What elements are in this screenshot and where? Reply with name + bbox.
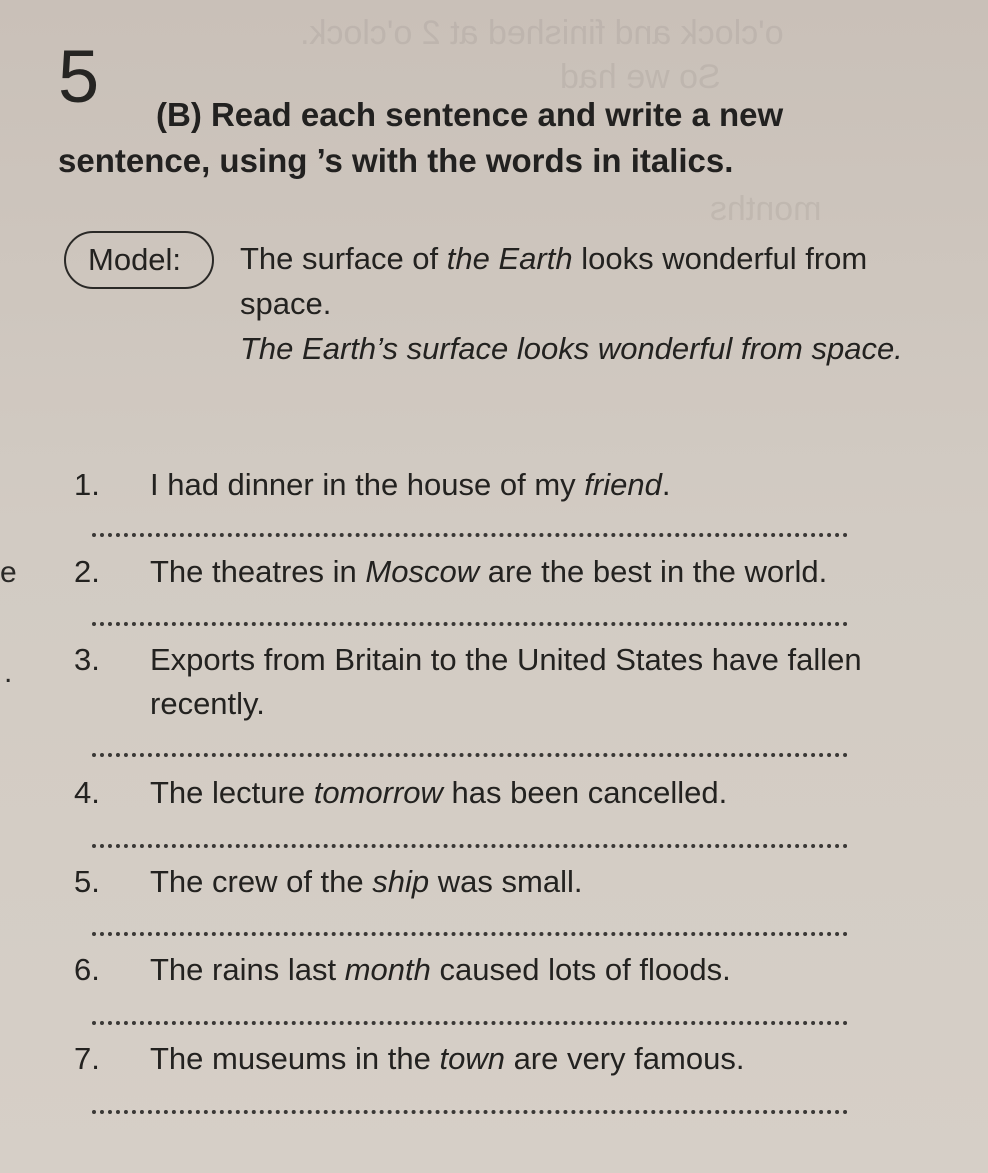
answer-line-4[interactable] <box>92 844 848 848</box>
item-number: 5. <box>74 864 100 899</box>
answer-line-2[interactable] <box>92 622 848 626</box>
item-italic-word: month <box>344 952 431 987</box>
margin-dot: . <box>4 656 13 689</box>
model-label: Model: <box>64 231 214 289</box>
margin-letter: e <box>0 556 17 589</box>
exercise-number: 5 <box>58 35 100 118</box>
item-number: 1. <box>74 467 100 502</box>
item-sentence <box>150 860 940 904</box>
item-text: The crew of the <box>150 864 373 899</box>
item-sentence <box>150 948 940 992</box>
item-text-end: caused lots of floods. <box>430 952 731 987</box>
model-sentence <box>240 236 940 326</box>
instructions-line-2: sentence, using ’s with the words in italics. <box>58 142 734 179</box>
answer-line-6[interactable] <box>92 1021 848 1025</box>
item-sentence: Exports from Britain to the United States have fallen recently. <box>150 642 862 721</box>
exercise-instructions <box>58 92 938 184</box>
item-italic-word: friend <box>584 467 662 502</box>
item-sentence <box>150 550 940 594</box>
item-text-end: . <box>661 467 671 502</box>
item-text-end: was small. <box>429 864 583 899</box>
model-answer: The Earth’s surface looks wonderful from space. <box>240 331 903 366</box>
item-text: I had dinner in the house of my <box>150 467 585 502</box>
show-through-text: So we had <box>560 58 721 96</box>
item-italic-word: town <box>439 1041 505 1076</box>
answer-line-7[interactable] <box>92 1110 848 1114</box>
show-through-text: months <box>710 190 822 228</box>
item-italic-word: tomorrow <box>313 775 443 810</box>
item-sentence <box>150 771 940 815</box>
answer-line-3[interactable] <box>92 753 848 757</box>
item-text: The theatres in <box>150 554 366 589</box>
item-text: The lecture <box>150 775 314 810</box>
item-sentence <box>150 463 940 507</box>
model-sentence-text: The surface of <box>240 241 447 276</box>
model-sentence-italic: the Earth <box>446 241 573 276</box>
item-italic-word: Moscow <box>365 554 480 589</box>
item-text-end: has been cancelled. <box>442 775 728 810</box>
show-through-text: o'clock and finished at 2 o'clock. <box>300 14 784 52</box>
item-italic-word: ship <box>372 864 430 899</box>
item-number: 3. <box>74 642 100 677</box>
item-sentence <box>150 1037 940 1081</box>
answer-line-5[interactable] <box>92 932 848 936</box>
item-number: 4. <box>74 775 100 810</box>
item-number: 2. <box>74 554 100 589</box>
item-text-end: are the best in the world. <box>479 554 828 589</box>
model-sentence-text-end: looks wonderful from space. <box>240 241 868 321</box>
item-number: 7. <box>74 1041 100 1076</box>
instructions-line-1: (B) Read each sentence and write a new <box>156 96 784 133</box>
item-number: 6. <box>74 952 100 987</box>
model-example <box>240 236 940 371</box>
item-text: The rains last <box>150 952 345 987</box>
answer-line-1[interactable] <box>92 533 848 537</box>
item-text-end: are very famous. <box>504 1041 745 1076</box>
item-text: The museums in the <box>150 1041 440 1076</box>
